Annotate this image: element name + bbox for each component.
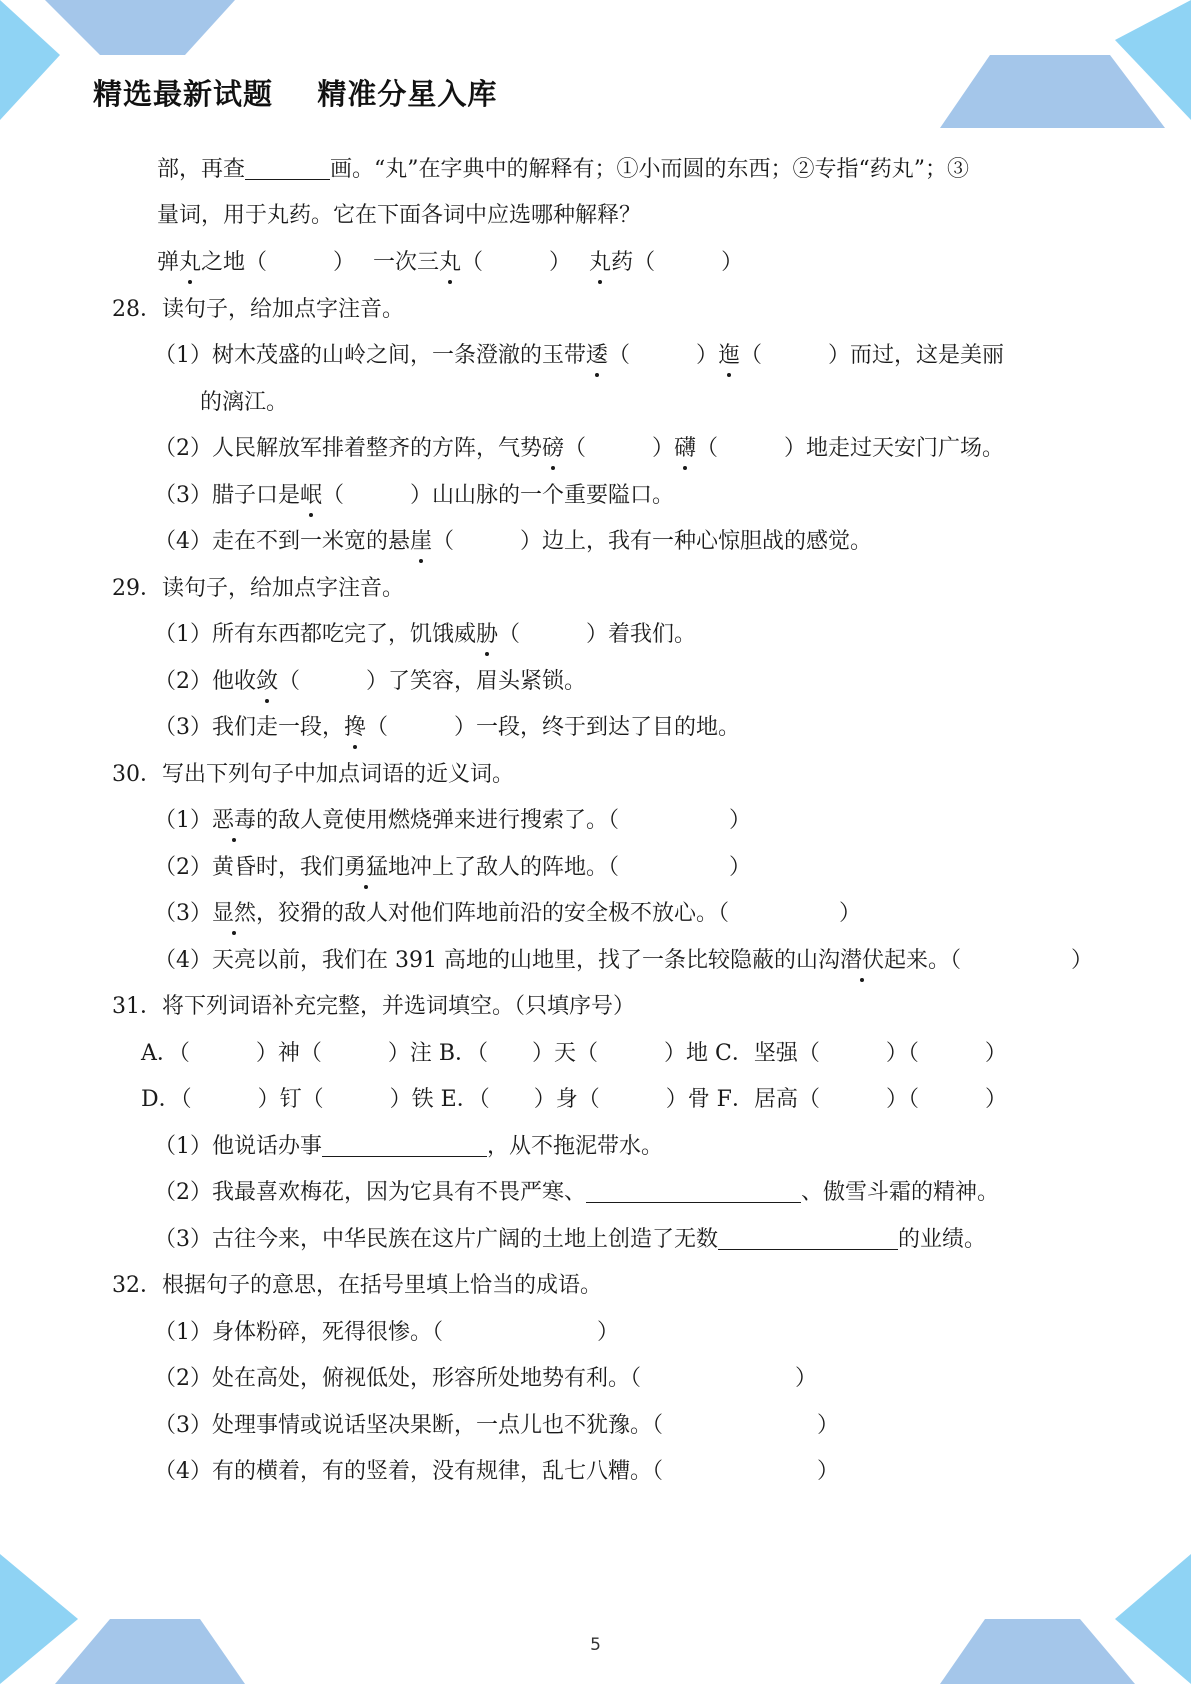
answer-blank[interactable] — [322, 1134, 487, 1157]
dotted-character: 岷 — [300, 481, 322, 511]
worksheet-line — [200, 388, 288, 418]
answer-blank[interactable] — [718, 1227, 898, 1250]
worksheet-line — [141, 1039, 1007, 1069]
worksheet-line — [154, 1457, 839, 1487]
dotted-character: 搀 — [344, 713, 366, 743]
worksheet-line — [112, 1271, 602, 1301]
line-text: 的敌人竟使用燃烧弹来进行搜索了。（ ） — [256, 808, 752, 833]
dotted-character: 丸 — [179, 248, 201, 278]
dotted-character: 胁 — [476, 620, 498, 650]
worksheet-line — [154, 620, 696, 650]
corner-decoration-top — [0, 0, 1191, 140]
worksheet-line — [154, 1411, 839, 1441]
corner-triangle-bottom-right — [1115, 1554, 1191, 1684]
dotted-character: 显然 — [212, 899, 256, 929]
line-text: （ ）地走过天安门广场。 — [696, 436, 1005, 461]
worksheet-line — [112, 574, 404, 604]
worksheet-line — [154, 713, 740, 743]
dotted-character: 敛 — [256, 667, 278, 697]
line-text: （2）他收 — [154, 669, 256, 694]
worksheet-line — [154, 434, 1004, 464]
line-text: 地冲上了敌人的阵地。（ ） — [388, 855, 752, 880]
line-text: （4）有的横着，有的竖着，没有规律，乱七八糟。（ ） — [154, 1459, 839, 1484]
worksheet-line — [154, 1225, 986, 1255]
line-text: 之地（ ） 一次三 — [201, 250, 440, 275]
line-text: 28．读句子，给加点字注音。 — [112, 297, 404, 322]
worksheet-line — [154, 1318, 619, 1348]
dotted-character: 勇猛 — [344, 853, 388, 883]
line-text: （ ）了笑容，眉头紧锁。 — [278, 669, 587, 694]
worksheet-line — [154, 1364, 817, 1394]
dotted-character: 崖 — [410, 527, 432, 557]
line-text: 32．根据句子的意思，在括号里填上恰当的成语。 — [112, 1273, 602, 1298]
dotted-character: 迤 — [718, 341, 740, 371]
page-header-title: 精选最新试题 精准分星入库 — [93, 77, 498, 111]
dotted-character: 丸 — [439, 248, 461, 278]
corner-triangle-top-left — [0, 0, 60, 120]
line-text: （ ）一段，终于到达了目的地。 — [366, 715, 741, 740]
line-text: （1） — [154, 808, 212, 833]
line-text: （3） — [154, 901, 212, 926]
dotted-character: 逶 — [586, 341, 608, 371]
line-text: （2）黄昏时，我们 — [154, 855, 344, 880]
line-text: ，从不拖泥带水。 — [487, 1134, 664, 1159]
line-text: （3）处理事情或说话坚决果断，一点儿也不犹豫。（ ） — [154, 1413, 839, 1438]
line-text: ，狡猾的敌人对他们阵地前沿的安全极不放心。（ ） — [256, 901, 862, 926]
dotted-character: 潜伏 — [840, 946, 884, 976]
answer-blank[interactable] — [245, 157, 330, 180]
line-text: （ ） — [461, 250, 590, 275]
dotted-character: 礴 — [674, 434, 696, 464]
line-text: （1）树木茂盛的山岭之间，一条澄澈的玉带 — [154, 343, 586, 368]
worksheet-line — [154, 341, 1004, 371]
worksheet-line — [112, 760, 514, 790]
line-text: （ ）山山脉的一个重要隘口。 — [322, 483, 675, 508]
line-text: 、傲雪斗霜的精神。 — [801, 1180, 1000, 1205]
line-text: （1）所有东西都吃完了，饥饿威 — [154, 622, 476, 647]
line-text: （ ） — [564, 436, 675, 461]
worksheet-line — [154, 527, 872, 557]
line-text: （3）腊子口是 — [154, 483, 300, 508]
line-text: 31．将下列词语补充完整，并选词填空。（只填序号） — [112, 994, 635, 1019]
worksheet-line — [154, 899, 861, 929]
worksheet-line — [157, 248, 743, 278]
line-text: （3）古往今来，中华民族在这片广阔的土地上创造了无数 — [154, 1227, 718, 1252]
worksheet-line — [154, 1132, 663, 1162]
line-text: （ ）着我们。 — [498, 622, 697, 647]
dotted-character: 丸 — [589, 248, 611, 278]
worksheet-line — [157, 155, 969, 185]
worksheet-line — [112, 295, 404, 325]
corner-decoration-bottom — [0, 1524, 1191, 1684]
worksheet-line — [154, 481, 674, 511]
page-number: 5 — [590, 1635, 601, 1655]
line-text: 药（ ） — [611, 250, 744, 275]
line-text: 弹 — [157, 250, 180, 275]
worksheet-line — [141, 1085, 1007, 1115]
worksheet-line — [154, 667, 586, 697]
line-text: 部，再查 — [157, 157, 246, 182]
line-text: 30．写出下列句子中加点词语的近义词。 — [112, 762, 514, 787]
worksheet-line — [112, 992, 635, 1022]
corner-trapezoid-top-right — [940, 55, 1165, 128]
worksheet-line — [154, 853, 751, 883]
worksheet-line — [154, 946, 1093, 976]
line-text: 29．读句子，给加点字注音。 — [112, 576, 404, 601]
line-text: （2）人民解放军排着整齐的方阵，气势 — [154, 436, 542, 461]
line-text: （2）我最喜欢梅花，因为它具有不畏严寒、 — [154, 1180, 586, 1205]
line-text: 的漓江。 — [200, 390, 289, 415]
line-text: （2）处在高处，俯视低处，形容所处地势有利。（ ） — [154, 1366, 817, 1391]
dotted-character: 恶毒 — [212, 806, 256, 836]
line-text: 的业绩。 — [898, 1227, 987, 1252]
line-text: D．（ ）钉（ ）铁 E．（ ）身（ ）骨 F．居高（ ）（ ） — [141, 1087, 1007, 1112]
answer-blank[interactable] — [586, 1180, 801, 1203]
worksheet-line — [154, 806, 751, 836]
dotted-character: 磅 — [542, 434, 564, 464]
line-text: （3）我们走一段， — [154, 715, 344, 740]
corner-triangle-bottom-left — [0, 1554, 78, 1684]
line-text: （ ） — [608, 343, 719, 368]
line-text: 量词，用于丸药。它在下面各词中应选哪种解释？ — [157, 203, 642, 228]
line-text: 起来。（ ） — [884, 948, 1094, 973]
line-text: （4）走在不到一米宽的悬 — [154, 529, 410, 554]
line-text: （1）他说话办事 — [154, 1134, 322, 1159]
line-text: （ ）而过，这是美丽 — [740, 343, 1005, 368]
line-text: 画。“丸”在字典中的解释有；①小而圆的东西；②专指“药丸”；③ — [330, 157, 970, 182]
line-text: （4）天亮以前，我们在 391 高地的山地里，找了一条比较隐蔽的山沟 — [154, 948, 840, 973]
line-text: （ ）边上，我有一种心惊胆战的感觉。 — [432, 529, 873, 554]
worksheet-line — [157, 201, 641, 231]
line-text: （1）身体粉碎，死得很惨。（ ） — [154, 1320, 619, 1345]
worksheet-line — [154, 1178, 999, 1208]
line-text: A．（ ）神（ ）注 B．（ ）天（ ）地 C．坚强（ ）（ ） — [141, 1041, 1007, 1066]
corner-trapezoid-top-left — [45, 0, 235, 55]
